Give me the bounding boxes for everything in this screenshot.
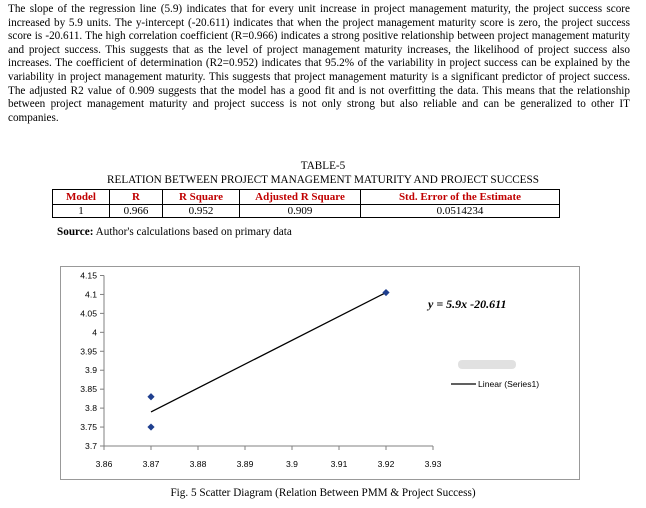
cell-r: 0.966 bbox=[110, 205, 163, 218]
y-tick-label: 4 bbox=[92, 327, 97, 338]
table-label: TABLE-5 bbox=[300, 160, 346, 172]
y-tick-label: 4.05 bbox=[80, 308, 97, 319]
header-r: R bbox=[110, 190, 163, 205]
figure-caption: Fig. 5 Scatter Diagram (Relation Between PMM & Project Success) bbox=[170, 487, 476, 499]
x-tick-label: 3.86 bbox=[95, 459, 113, 469]
y-tick-label: 3.85 bbox=[80, 384, 97, 395]
cell-r-square: 0.952 bbox=[163, 205, 240, 218]
table-header-row bbox=[53, 190, 560, 205]
x-tick-label: 3.88 bbox=[189, 459, 207, 469]
table-title: RELATION BETWEEN PROJECT MANAGEMENT MATURITY AND PROJECT SUCCESS bbox=[107, 174, 539, 186]
y-tick-label: 3.9 bbox=[85, 365, 97, 376]
header-adjusted-r-square: Adjusted R Square bbox=[240, 190, 361, 205]
y-tick-label: 4.15 bbox=[80, 270, 97, 281]
body-paragraph: The slope of the regression line (5.9) indicates that for every unit increase in project management maturity, the project success score increased by 5.9 units. The y-intercept (-20.611) indicates that when the project management maturity score is zero, the project success score is -20.611. The high correlation coefficient (R=0.966) indicates a strong positive relationship between project management maturity and project success. This suggests that as the level of project management maturity increases, the likelihood of project success also increases. The coefficient of determination (R2=0.952) indicates that 95.2% of the variability in project success can be explained by the variability in project management maturity. This suggests that project management maturity is a significant predictor of project success. The adjusted R2 value of 0.909 suggests that the model has a good fit and is not overfitting the data. This means that the relationship between project management maturity and project success is not only strong but also reliable and can be generalized to other IT companies. bbox=[8, 3, 630, 124]
y-tick-label: 3.95 bbox=[80, 346, 97, 357]
legend-label: Linear (Series1) bbox=[478, 379, 540, 389]
source-label: Source: bbox=[57, 226, 94, 238]
header-r-square: R Square bbox=[163, 190, 240, 205]
x-tick-label: 3.9 bbox=[286, 459, 298, 469]
x-tick-label: 3.89 bbox=[236, 459, 254, 469]
header-model: Model bbox=[53, 190, 110, 205]
regression-table bbox=[52, 189, 560, 218]
x-tick-label: 3.91 bbox=[330, 459, 348, 469]
cell-model: 1 bbox=[53, 205, 110, 218]
table-source bbox=[57, 226, 292, 238]
x-tick-label: 3.93 bbox=[424, 459, 442, 469]
cell-std-error: 0.0514234 bbox=[361, 205, 560, 218]
regression-equation: y = 5.9x -20.611 bbox=[428, 297, 507, 311]
y-tick-label: 3.7 bbox=[85, 441, 97, 451]
table-row bbox=[53, 205, 560, 218]
y-tick-label: 3.8 bbox=[85, 403, 97, 414]
y-tick-label: 4.1 bbox=[85, 289, 97, 300]
header-std-error: Std. Error of the Estimate bbox=[361, 190, 560, 205]
y-tick-label: 3.75 bbox=[80, 422, 97, 433]
scatter-chart bbox=[60, 266, 580, 480]
x-tick-label: 3.87 bbox=[142, 459, 160, 469]
blurred-legend-smudge bbox=[458, 360, 516, 369]
source-text: Author's calculations based on primary data bbox=[95, 226, 292, 238]
x-tick-label: 3.92 bbox=[377, 459, 395, 469]
cell-adjusted-r-square: 0.909 bbox=[240, 205, 361, 218]
